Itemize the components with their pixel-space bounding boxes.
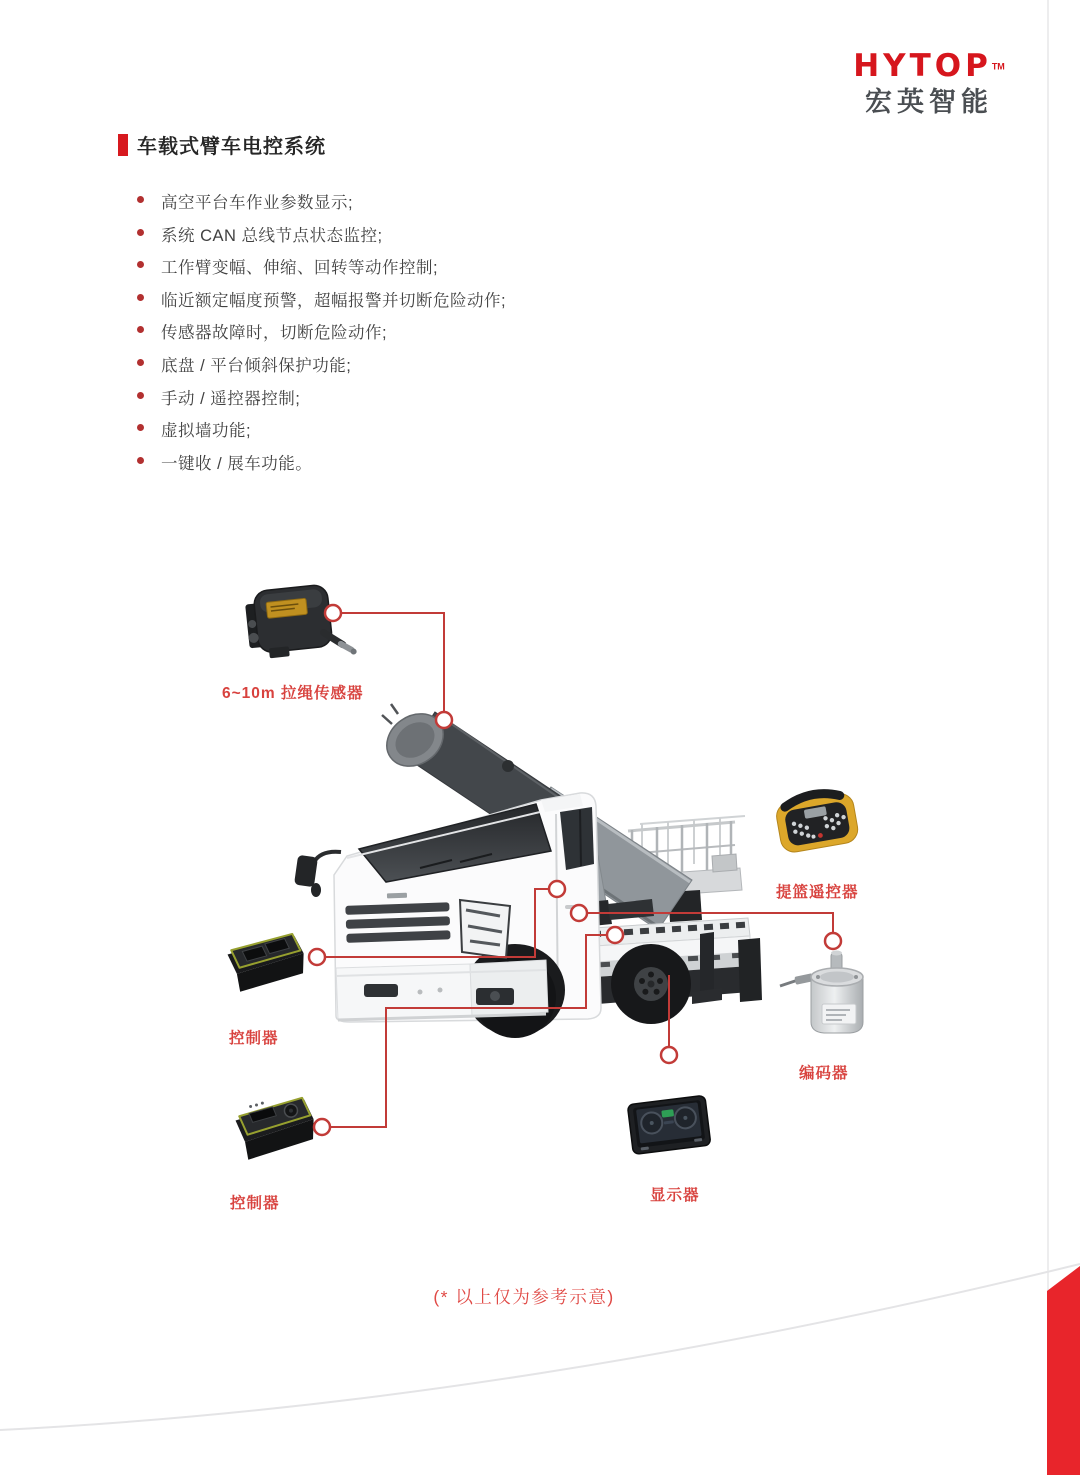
encoder-image [780,951,863,1034]
connector-node [314,1119,330,1135]
feature-item: 虚拟墙功能; [137,417,506,450]
connector-node [549,881,565,897]
connector-node [309,949,325,965]
basket-remote-label: 提篮遥控器 [776,884,859,901]
display-label: 显示器 [650,1187,700,1204]
feature-item: 工作臂变幅、伸缩、回转等动作控制; [137,254,506,287]
controller-bottom-image [234,1097,316,1160]
decorative-curve [0,1264,1080,1430]
controller-top-image [226,933,306,992]
bullet-icon [137,457,144,464]
connector-node [436,712,452,728]
bullet-icon [137,326,144,333]
title-accent-bar [118,134,128,156]
connector-node [825,933,841,949]
truck-image [294,703,762,1038]
feature-item: 手动 / 遥控器控制; [137,385,506,418]
feature-list [137,189,506,482]
connector-node [607,927,623,943]
bullet-icon [137,196,144,203]
brand-name: HYTOP [853,48,992,84]
corner-red-shape [1047,1266,1080,1475]
display-image [627,1095,711,1154]
connector-node [325,605,341,621]
feature-item: 临近额定幅度预警，超幅报警并切断危险动作; [137,287,506,320]
logo-wordmark [843,50,1015,83]
bullet-icon [137,424,144,431]
encoder-label: 编码器 [799,1065,849,1082]
bottom-decoration [0,1240,1080,1475]
connector-node [661,1047,677,1063]
rope-sensor-label: 6~10m 拉绳传感器 [222,685,364,702]
feature-item: 传感器故障时，切断危险动作; [137,319,506,352]
connector-node [571,905,587,921]
reference-note: (* 以上仅为参考示意) [433,1287,615,1307]
feature-item: 底盘 / 平台倾斜保护功能; [137,352,506,385]
logo-subtitle: 宏英智能 [865,86,993,117]
basket-remote-image [774,788,860,854]
truck-rear-wheel [611,944,691,1024]
feature-item: 高空平台车作业参数显示; [137,189,506,222]
feature-item: 一键收 / 展车功能。 [137,450,506,483]
bullet-icon [137,261,144,268]
bullet-icon [137,229,144,236]
company-logo [843,50,1015,116]
system-diagram [0,540,1080,1270]
bullet-icon [137,392,144,399]
feature-item: 系统 CAN 总线节点状态监控; [137,222,506,255]
rope-sensor-image [244,582,357,666]
bullet-icon [137,359,144,366]
controller-top-label: 控制器 [229,1030,279,1047]
trademark-mark: TM [991,61,1005,72]
controller-bottom-label: 控制器 [230,1195,280,1212]
section-title [118,130,326,159]
bullet-icon [137,294,144,301]
page-title: 车载式臂车电控系统 [137,136,326,158]
